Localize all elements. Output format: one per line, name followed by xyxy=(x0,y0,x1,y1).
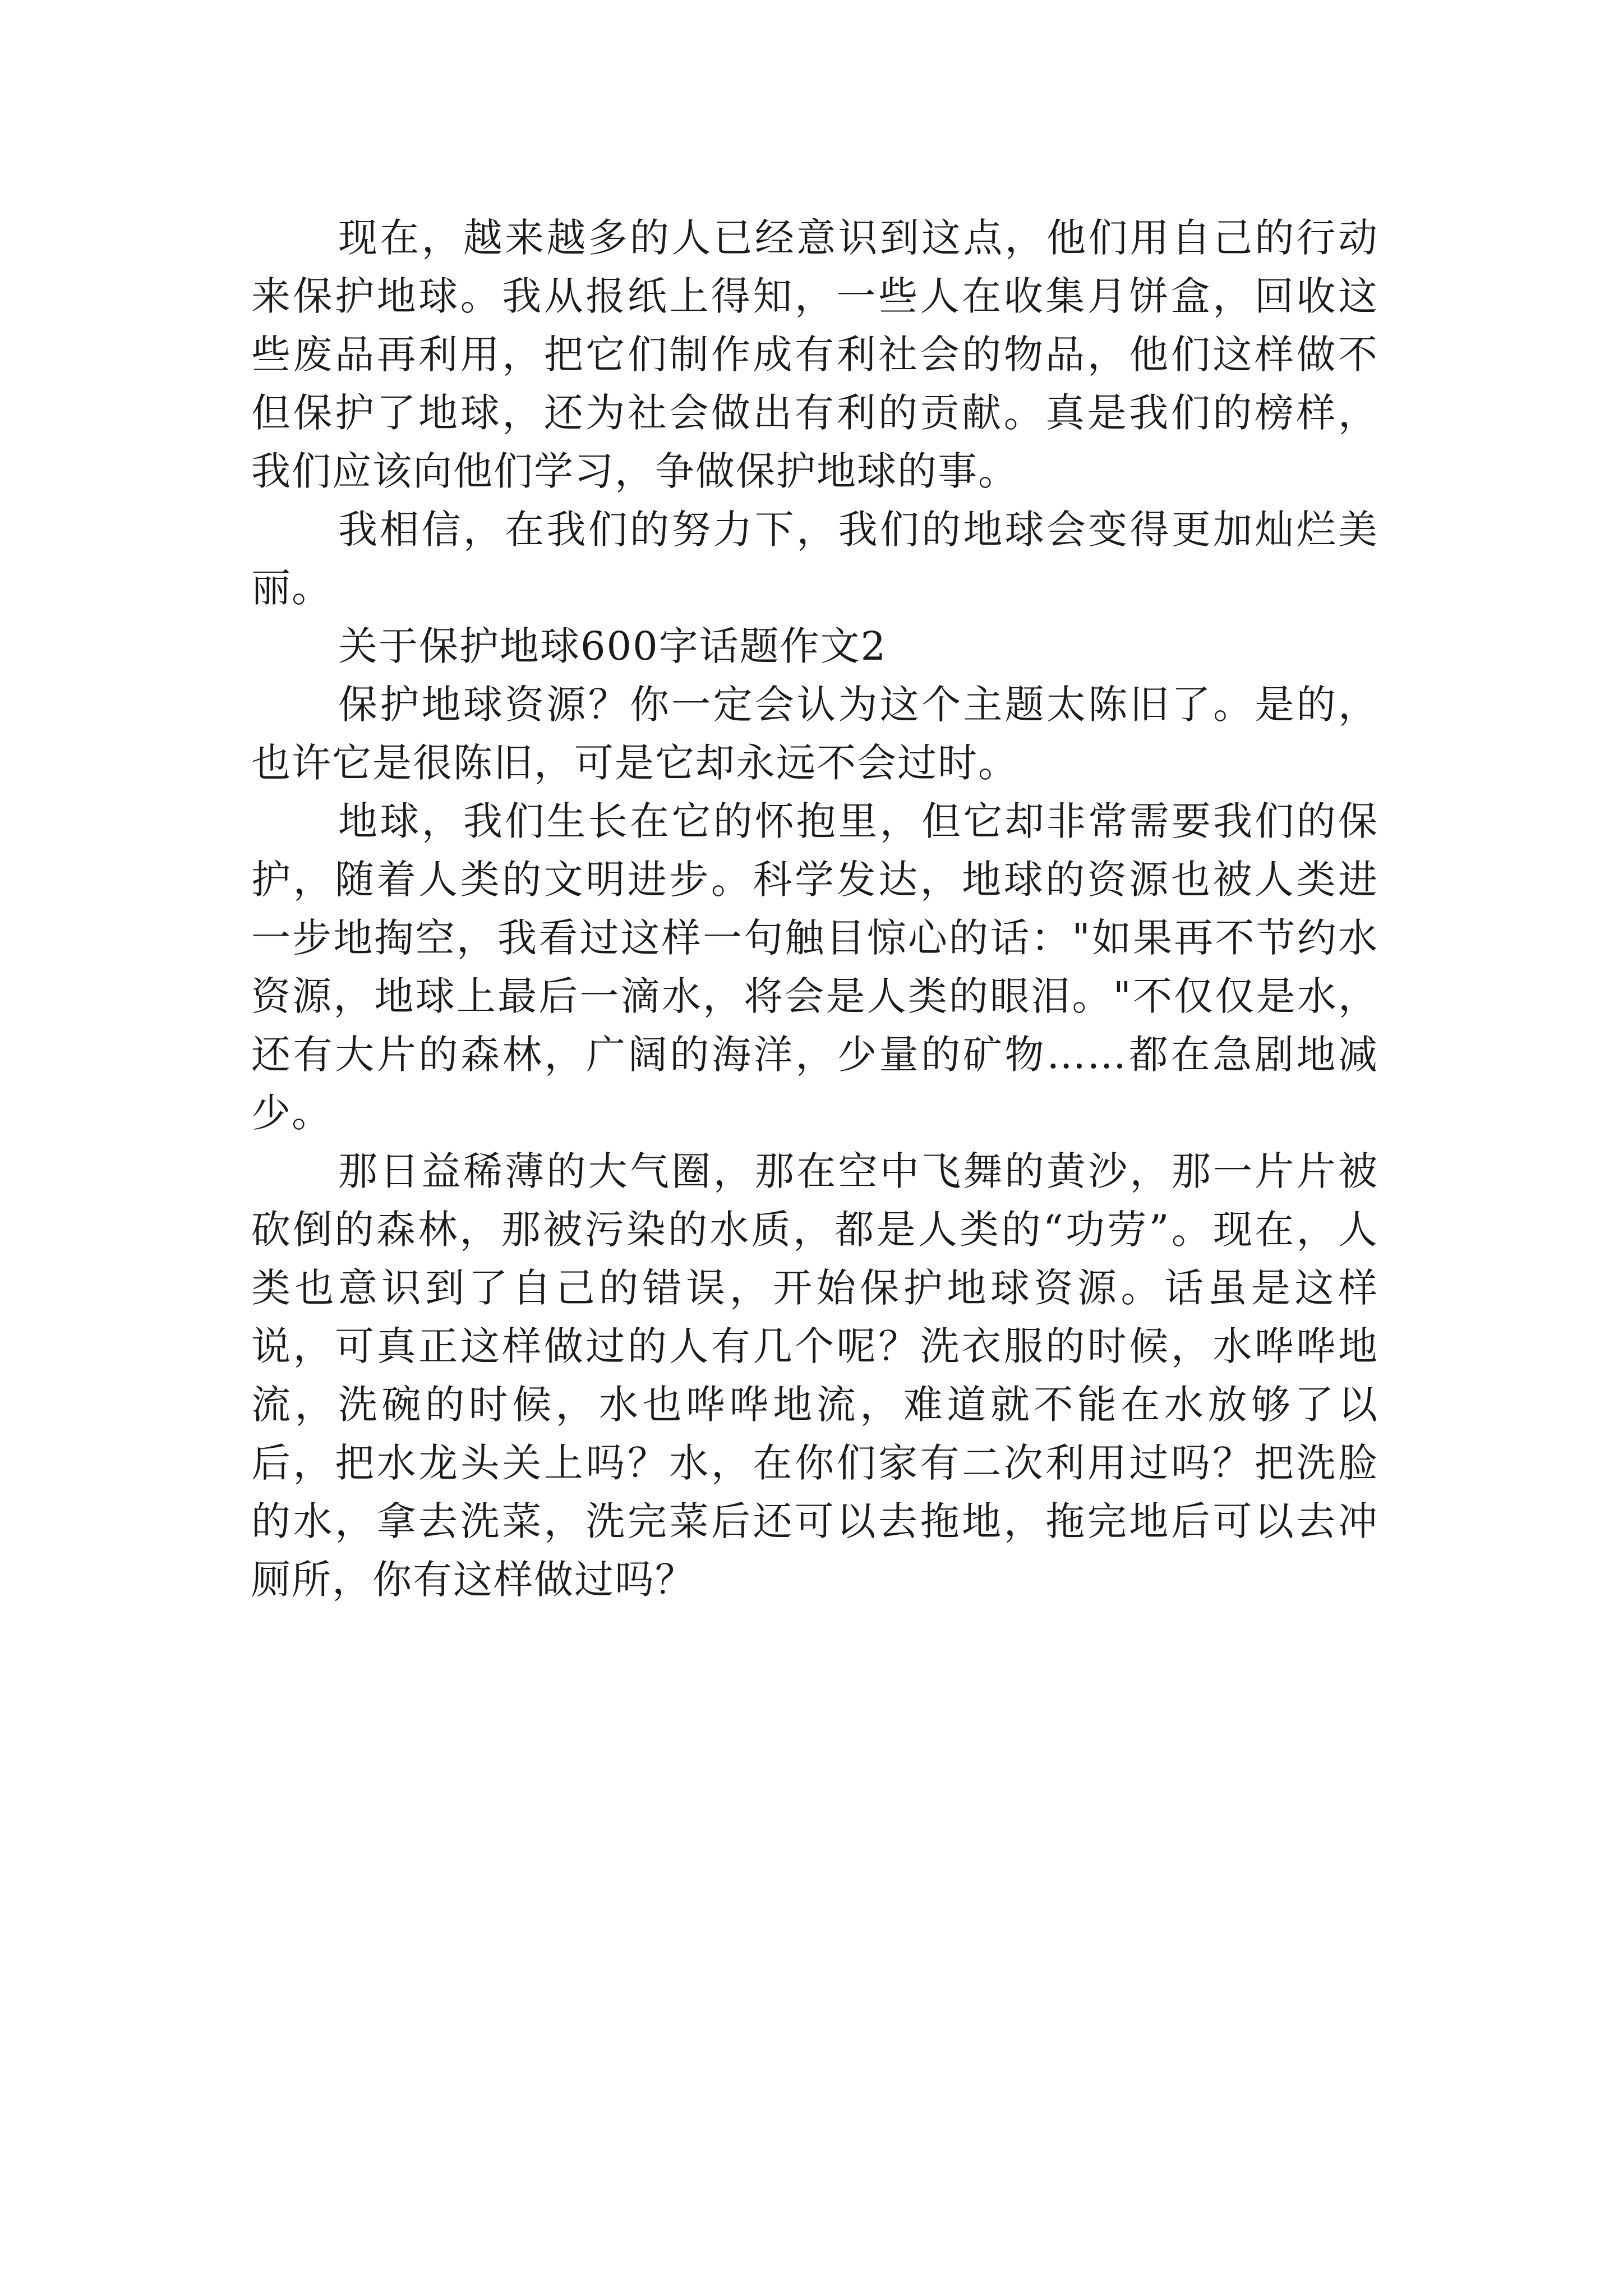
paragraph-4: 地球，我们生长在它的怀抱里，但它却非常需要我们的保护，随着人类的文明进步。科学发达，地球的资源也被人类进一步地掏空，我看过这样一句触目惊心的话："如果再不节约水资源，地球上最后一滴水，将会是人类的眼泪。"不仅仅是水，还有大片的森林，广阔的海洋，少量的矿物……都在急剧地减少。 xyxy=(251,798,1378,1136)
paragraph-1: 现在，越来越多的人已经意识到这点，他们用自己的行动来保护地球。我从报纸上得知，一些人在收集月饼盒，回收这些废品再利用，把它们制作成有利社会的物品，他们这样做不但保护了地球，还为社会做出有利的贡献。真是我们的榜样，我们应该向他们学习，争做保护地球的事。 xyxy=(251,215,1378,494)
paragraph-3: 保护地球资源？你一定会认为这个主题太陈旧了。是的，也许它是很陈旧，可是它却永远不会过时。 xyxy=(251,682,1378,786)
paragraph-5: 那日益稀薄的大气圈，那在空中飞舞的黄沙，那一片片被砍倒的森林，那被污染的水质，都是人类的“功劳”。现在，人类也意识到了自己的错误，开始保护地球资源。话虽是这样说，可真正这样做过的人有几个呢？洗衣服的时候，水哗哗地流，洗碗的时候，水也哗哗地流，难道就不能在水放够了以后，把水龙头关上吗？水，在你们家有二次利用过吗？把洗脸的水，拿去洗菜，洗完菜后还可以去拖地，拖完地后可以去冲厕所，你有这样做过吗？ xyxy=(251,1148,1378,1603)
document-body xyxy=(251,209,1378,1609)
essay-title-2: 关于保护地球600字话题作文2 xyxy=(338,623,887,669)
paragraph-2: 我相信，在我们的努力下，我们的地球会变得更加灿烂美丽。 xyxy=(251,507,1378,611)
